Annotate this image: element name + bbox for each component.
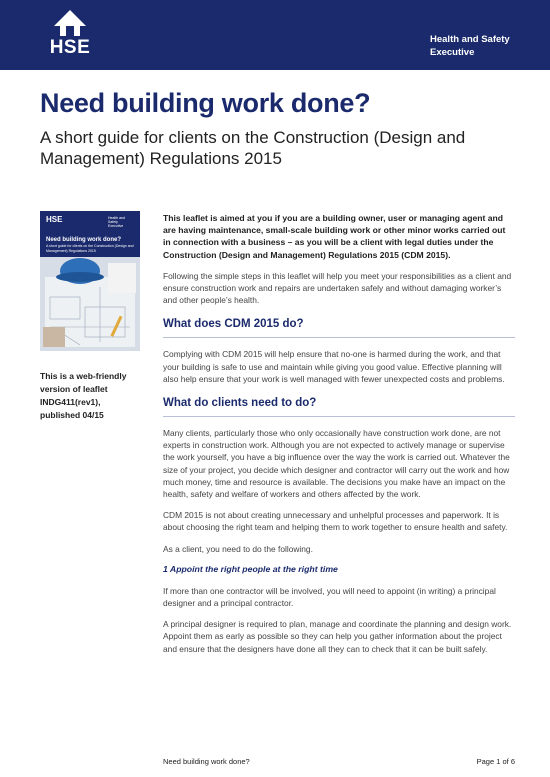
clients-paragraph-5: A principal designer is required to plan, manage and coordinate the planning and design work. Appoint them as early as possible so they can help you gather information about the project and ensure that the designers have done all they can to check that it can be built safely.: [163, 619, 512, 654]
org-name: [430, 33, 520, 59]
intro-bold: This leaflet is aimed at you if you are a building owner, user or managing agent and are having maintenance, small-scale building work or other minor works carried out in connection with a business – as you will be a client with legal duties under the Construction (Design and Management) Regulations 2015 (CDM 2015).: [163, 213, 506, 260]
cover-logo: HSE: [46, 215, 63, 224]
hse-logo-text: HSE: [49, 37, 91, 58]
section-heading-clients: What do clients need to do?: [163, 397, 515, 417]
section-heading-cdm: What does CDM 2015 do?: [163, 318, 515, 338]
page-number: Page 1 of 6: [476, 757, 515, 766]
clients-paragraph-1: Many clients, particularly those who only occasionally have construction work done, are not experts in construction work. Although you are not expected to actively manage or supervise the work yourself, you have a big influence over the way the work is carried out. Whatever the size of your project, you decide which designer and contractor will carry out the work and how much money, time and resource is available. The decisions you make have an impact on the health, safety and welfare of workers and others affected by the work.: [163, 428, 510, 500]
org-name-line2: Executive: [430, 47, 475, 58]
leaflet-cover-image: [40, 211, 140, 351]
clients-paragraph-3: As a client, you need to do the following.: [163, 543, 313, 554]
footer-title: Need building work done?: [163, 757, 250, 766]
page-subtitle: A short guide for clients on the Construction (Design and Management) Regulations 2015: [40, 128, 466, 168]
page-footer: [163, 757, 515, 766]
web-version-note: This is a web-friendly version of leaflet INDG411(rev1), published 04/15: [40, 371, 127, 420]
section-cdm-paragraph: Complying with CDM 2015 will help ensure that no-one is harmed during the work, and that your building is safe to use and maintain while giving you good value. Effective planning will also help ensure that your work is well managed with fewer unexpected costs and problems.: [163, 349, 505, 384]
step-1-heading: 1 Appoint the right people at the right time: [163, 563, 338, 574]
header-banner: [0, 0, 550, 70]
clients-paragraph-2: CDM 2015 is not about creating unnecessary and unhelpful processes and paperwork. It is about choosing the right team and helping them to work together to ensure health and safety.: [163, 510, 508, 533]
cover-photo: [40, 257, 140, 351]
page-title: Need building work done?: [40, 88, 371, 118]
cover-title: Need building work done?: [46, 237, 121, 243]
clients-paragraph-4: If more than one contractor will be involved, you will need to appoint (in writing) a principal designer and a principal contractor.: [163, 585, 496, 609]
main-content: [163, 212, 515, 664]
cover-org: Health and Safety Executive: [108, 216, 125, 228]
intro-paragraph: Following the simple steps in this leaflet will help you meet your responsibilities as a client and ensure construction work and repairs are undertaken safely and without damaging worker’s and other people’s health.: [163, 270, 512, 306]
cover-subtitle: A short guide for clients on the Construction (Design and Management) Regulations 2015: [46, 244, 134, 253]
org-name-line1: Health and Safety: [430, 34, 510, 45]
